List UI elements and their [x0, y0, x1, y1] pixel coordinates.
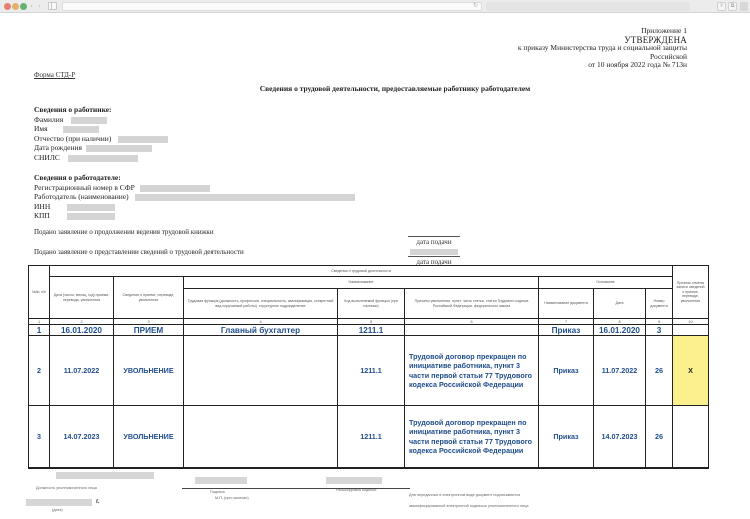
row2-date: 11.07.2022 — [49, 335, 114, 406]
field-patronymic: Отчество (при наличии) — [34, 134, 168, 144]
redacted-value — [140, 185, 210, 192]
header-group-labor: Сведения о трудовой деятельности — [49, 265, 673, 277]
redacted-date — [26, 499, 92, 506]
seal-label: М.П. (при наличии) — [215, 496, 249, 500]
redacted-decryption — [326, 477, 382, 484]
position-label: Должность уполномоченного лица — [36, 486, 97, 490]
row2-num: 2 — [28, 335, 50, 406]
row1-doc-number: 3 — [645, 324, 673, 336]
row2-code: 1211.1 — [337, 335, 405, 406]
redacted-date — [410, 249, 458, 255]
row1-num: 1 — [28, 324, 50, 336]
row2-doc-date: 11.07.2022 — [593, 335, 646, 406]
back-button[interactable]: ‹ — [30, 3, 33, 10]
row3-doc-date: 14.07.2023 — [593, 405, 646, 469]
decryption-label: Расшифровка подписи — [336, 488, 377, 492]
approved-label: УТВЕРЖДЕНА — [624, 34, 687, 45]
row3-cancel — [672, 405, 709, 469]
row1-position: Главный бухгалтер — [183, 324, 338, 336]
col-number: 7 — [538, 318, 594, 325]
col-number: 1 — [28, 318, 50, 325]
signature-label: Подпись — [210, 490, 226, 494]
field-kpp: КПП — [34, 211, 355, 221]
row1-doc-name: Приказ — [538, 324, 594, 336]
redacted-position — [56, 472, 154, 479]
header-reasons: Причины увольнения, пункт, часть статьи, статья Трудового кодекса Российской Федерации, федерального закона — [404, 288, 539, 319]
redacted-value — [63, 126, 99, 133]
col-number: 2 — [49, 318, 114, 325]
refresh-icon[interactable]: ↻ — [472, 2, 478, 9]
toolbar-spacer — [486, 2, 690, 11]
address-bar[interactable] — [62, 2, 482, 11]
forward-button[interactable]: › — [38, 3, 41, 10]
row1-code: 1211.1 — [337, 324, 405, 336]
share-icon[interactable]: ⇪ — [717, 2, 726, 11]
appendix-label: Приложение 1 — [641, 26, 687, 35]
col-number: 5 — [337, 318, 405, 325]
col-number: 4 — [183, 318, 338, 325]
header-group-name: Наименование — [183, 276, 539, 289]
employer-header: Сведения о работодателе: — [34, 173, 121, 182]
row3-position — [183, 405, 338, 469]
approval-block — [518, 27, 687, 70]
redacted-value — [68, 155, 138, 162]
date-label: (дата) — [52, 508, 63, 512]
field-snils: СНИЛС — [34, 153, 168, 163]
date-line — [408, 236, 460, 237]
electronic-note-line1: Для переданных в электронном виде документ подписывается — [409, 493, 521, 497]
col-number: 3 — [113, 318, 184, 325]
document-page — [0, 14, 750, 519]
row2-doc-name: Приказ — [538, 335, 594, 406]
close-window-button[interactable] — [4, 3, 11, 10]
sidebar-toggle-icon[interactable] — [48, 2, 57, 10]
statement-provide-info: Подано заявление о представлении сведений о трудовой деятельности — [34, 248, 244, 256]
redacted-value — [86, 145, 152, 152]
date-line — [408, 256, 460, 257]
col-number: 10 — [672, 318, 709, 325]
labor-activity-table — [28, 265, 709, 469]
redacted-value — [135, 194, 355, 201]
redacted-signature — [195, 477, 247, 484]
header-group-basis: Основание — [538, 276, 673, 289]
row3-doc-number: 26 — [645, 405, 673, 469]
field-surname: Фамилия — [34, 115, 168, 125]
row2-position — [183, 335, 338, 406]
row1-doc-date: 16.01.2020 — [593, 324, 646, 336]
tabs-overview-icon[interactable]: ⧉ — [728, 2, 737, 11]
row2-event: УВОЛЬНЕНИЕ — [113, 335, 184, 406]
browser-toolbar — [0, 0, 750, 13]
redacted-value — [71, 117, 107, 124]
row2-doc-number: 26 — [645, 335, 673, 406]
redacted-value — [67, 204, 115, 211]
statement-continue-book: Подано заявление о продолжении ведения трудовой книжки — [34, 228, 214, 236]
row2-reason: Трудовой договор прекращен по инициативе работника, пункт 3 части первой статьи 77 Трудового кодекса Российской Федерации — [404, 335, 539, 406]
col-number: 8 — [593, 318, 646, 325]
order-date: от 10 ноября 2022 года № 713н — [588, 60, 687, 70]
col-number: 9 — [645, 318, 673, 325]
row3-doc-name: Приказ — [538, 405, 594, 469]
submission-date-label: дата подачи — [416, 258, 452, 266]
header-num: №№ п/п — [28, 265, 50, 319]
employer-section — [34, 173, 355, 221]
header-code: Код выполняемой функции (при наличии) — [337, 288, 405, 319]
field-sfr-number: Регистрационный номер в СФР — [34, 183, 355, 193]
header-doc-number: Номер документа — [645, 288, 673, 319]
maximize-window-button[interactable] — [20, 3, 27, 10]
field-employer-name: Работодатель (наименование) — [34, 192, 355, 202]
new-tab-button[interactable] — [740, 2, 748, 11]
row3-reason: Трудовой договор прекращен по инициативе работника, пункт 3 части первой статьи 77 Трудового кодекса Российской Федерации — [404, 405, 539, 469]
row1-event: ПРИЕМ — [113, 324, 184, 336]
minimize-window-button[interactable] — [12, 3, 19, 10]
row3-event: УВОЛЬНЕНИЕ — [113, 405, 184, 469]
header-cancel: Признак отмены записи сведений о приеме, переводе, увольнении — [672, 265, 709, 319]
electronic-note-line2: квалифицированной электронной подписью уполномоченного лица — [409, 504, 529, 508]
row1-date: 16.01.2020 — [49, 324, 114, 336]
header-doc-date: Дата — [593, 288, 646, 319]
header-doc-name: Наименование документа — [538, 288, 594, 319]
row3-date: 14.07.2023 — [49, 405, 114, 469]
order-ministry: к приказу Министерства труда и социальной защиты — [517, 43, 687, 53]
row3-code: 1211.1 — [337, 405, 405, 469]
employee-section — [34, 105, 168, 163]
header-date: Дата (число, месяц, год) приема, перевода, увольнения — [49, 276, 114, 319]
redacted-value — [67, 213, 115, 220]
row3-num: 3 — [28, 405, 50, 469]
order-country: Российской — [650, 51, 687, 61]
header-event: Сведения о приеме, переводе, увольнении — [113, 276, 184, 319]
field-inn: ИНН — [34, 202, 355, 212]
year-suffix: г. — [96, 499, 100, 505]
field-birth-date: Дата рождения — [34, 143, 168, 153]
employee-header: Сведения о работнике: — [34, 105, 112, 114]
header-position: Трудовая функция (должность, профессия, специальность, квалификация, конкретный вид поручаемой работы), структурное подразделение — [183, 288, 338, 319]
submission-date-label: дата подачи — [416, 238, 452, 246]
document-title: Сведения о трудовой деятельности, предоставляемые работнику работодателем — [259, 84, 531, 93]
form-code: Форма СТД-Р — [34, 71, 76, 79]
col-number: 6 — [404, 318, 539, 325]
redacted-value — [118, 136, 168, 143]
row2-cancel-mark: Х — [672, 335, 709, 406]
field-name: Имя — [34, 124, 168, 134]
